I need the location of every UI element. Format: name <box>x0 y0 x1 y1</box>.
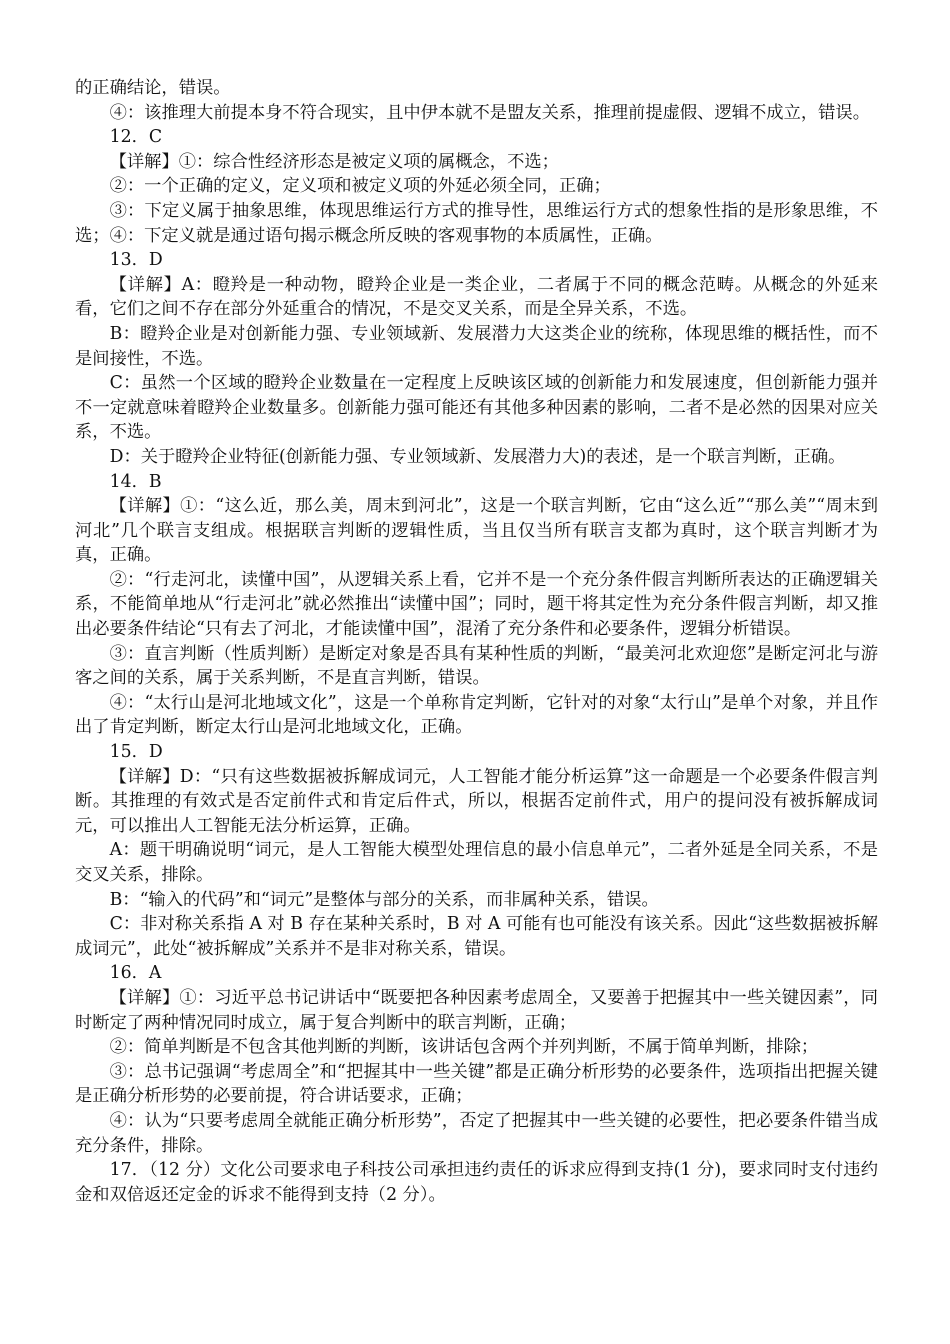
paragraph: 【详解】①：“这么近，那么美，周末到河北”，这是一个联言判断，它由“这么近”“那么美”“周末到河北”几个联言支组成。根据联言判断的逻辑性质，当且仅当所有联言支都为真时，这个联言判断才为真，正确。 <box>75 496 878 566</box>
question-number: 12．C <box>109 127 163 148</box>
document-page <box>75 76 878 1207</box>
question-number: 16．A <box>109 963 162 984</box>
paragraph: ③：下定义属于抽象思维，体现思维运行方式的推导性，思维运行方式的想象性指的是形象思维，不选；④：下定义就是通过语句揭示概念所反映的客观事物的本质属性，正确。 <box>75 200 878 246</box>
paragraph: A：题干明确说明“词元，是人工智能大模型处理信息的最小信息单元”，二者外延是全同关系，不是交叉关系，排除。 <box>75 840 878 885</box>
question-number: 14．B <box>109 471 162 492</box>
paragraph: 【详解】A：瞪羚是一种动物，瞪羚企业是一类企业，二者属于不同的概念范畴。从概念的外延来看，它们之间不存在部分外延重合的情况，不是交叉关系，而是全异关系，不选。 <box>75 274 878 320</box>
paragraph: 【详解】①：综合性经济形态是被定义项的属概念，不选； <box>109 151 559 172</box>
paragraph: ③：直言判断（性质判断）是断定对象是否具有某种性质的判断，“最美河北欢迎您”是断定河北与游客之间的关系，属于关系判断，不是直言判断，错误。 <box>75 643 878 689</box>
paragraph: C：虽然一个区域的瞪羚企业数量在一定程度上反映该区域的创新能力和发展速度，但创新能力强并不一定就意味着瞪羚企业数量多。创新能力强可能还有其他多种因素的影响，二者不是必然的因果对应关系，不选。 <box>75 373 878 443</box>
paragraph: ③：总书记强调“考虑周全”和“把握其中一些关键”都是正确分析形势的必要条件，选项指出把握关键是正确分析形势的必要前提，符合讲话要求，正确； <box>75 1061 878 1107</box>
paragraph: ②：简单判断是不包含其他判断的判断，该讲话包含两个并列判断，不属于简单判断，排除； <box>109 1037 819 1058</box>
paragraph: ④：该推理大前提本身不符合现实，且中伊本就不是盟友关系，推理前提虚假、逻辑不成立，错误。 <box>109 102 870 123</box>
paragraph: ④：“太行山是河北地域文化”，这是一个单称肯定判断，它针对的对象“太行山”是单个对象，并且作出了肯定判断，断定太行山是河北地域文化，正确。 <box>75 692 878 738</box>
paragraph: 17．（12 分）文化公司要求电子科技公司承担违约责任的诉求应得到支持(1 分)，要求同时支付违约金和双倍返还定金的诉求不能得到支持（2 分）。 <box>75 1160 878 1205</box>
paragraph: ④：认为“只要考虑周全就能正确分析形势”，否定了把握其中一些关键的必要性，把必要条件错当成充分条件，排除。 <box>75 1110 878 1156</box>
paragraph: C：非对称关系指 A 对 B 存在某种关系时，B 对 A 可能有也可能没有该关系。因此“这些数据被拆解成词元”，此处“被拆解成”关系并不是非对称关系，错误。 <box>75 914 878 959</box>
paragraph: 【详解】①：习近平总书记讲话中“既要把各种因素考虑周全，又要善于把握其中一些关键因素”，同时断定了两种情况同时成立，属于复合判断中的联言判断，正确； <box>75 987 878 1033</box>
paragraph: D：关于瞪羚企业特征(创新能力强、专业领域新、发展潜力大)的表述，是一个联言判断，正确。 <box>109 446 846 467</box>
paragraph: 【详解】D：“只有这些数据被拆解成词元，人工智能才能分析运算”这一命题是一个必要条件假言判断。其推理的有效式是否定前件式和肯定后件式，所以，根据否定前件式，用户的提问没有被拆解成词元，可以推出人工智能无法分析运算，正确。 <box>75 766 878 836</box>
paragraph: B：瞪羚企业是对创新能力强、专业领域新、发展潜力大这类企业的统称，体现思维的概括性，而不是间接性，不选。 <box>75 323 878 369</box>
question-number: 15．D <box>109 742 163 763</box>
paragraph: ②：一个正确的定义，定义项和被定义项的外延必须全同，正确； <box>109 176 611 197</box>
paragraph: 的正确结论，错误。 <box>75 78 231 98</box>
question-number: 13．D <box>109 250 163 271</box>
paragraph: ②：“行走河北，读懂中国”，从逻辑关系上看，它并不是一个充分条件假言判断所表达的正确逻辑关系，不能简单地从“行走河北”就必然推出“读懂中国”；同时，题干将其定性为充分条件假言判断，却又推出必要条件结论“只有去了河北，才能读懂中国”，混淆了充分条件和必要条件，逻辑分析错误。 <box>75 569 878 640</box>
paragraph: B：“输入的代码”和“词元”是整体与部分的关系，而非属种关系，错误。 <box>109 889 659 910</box>
